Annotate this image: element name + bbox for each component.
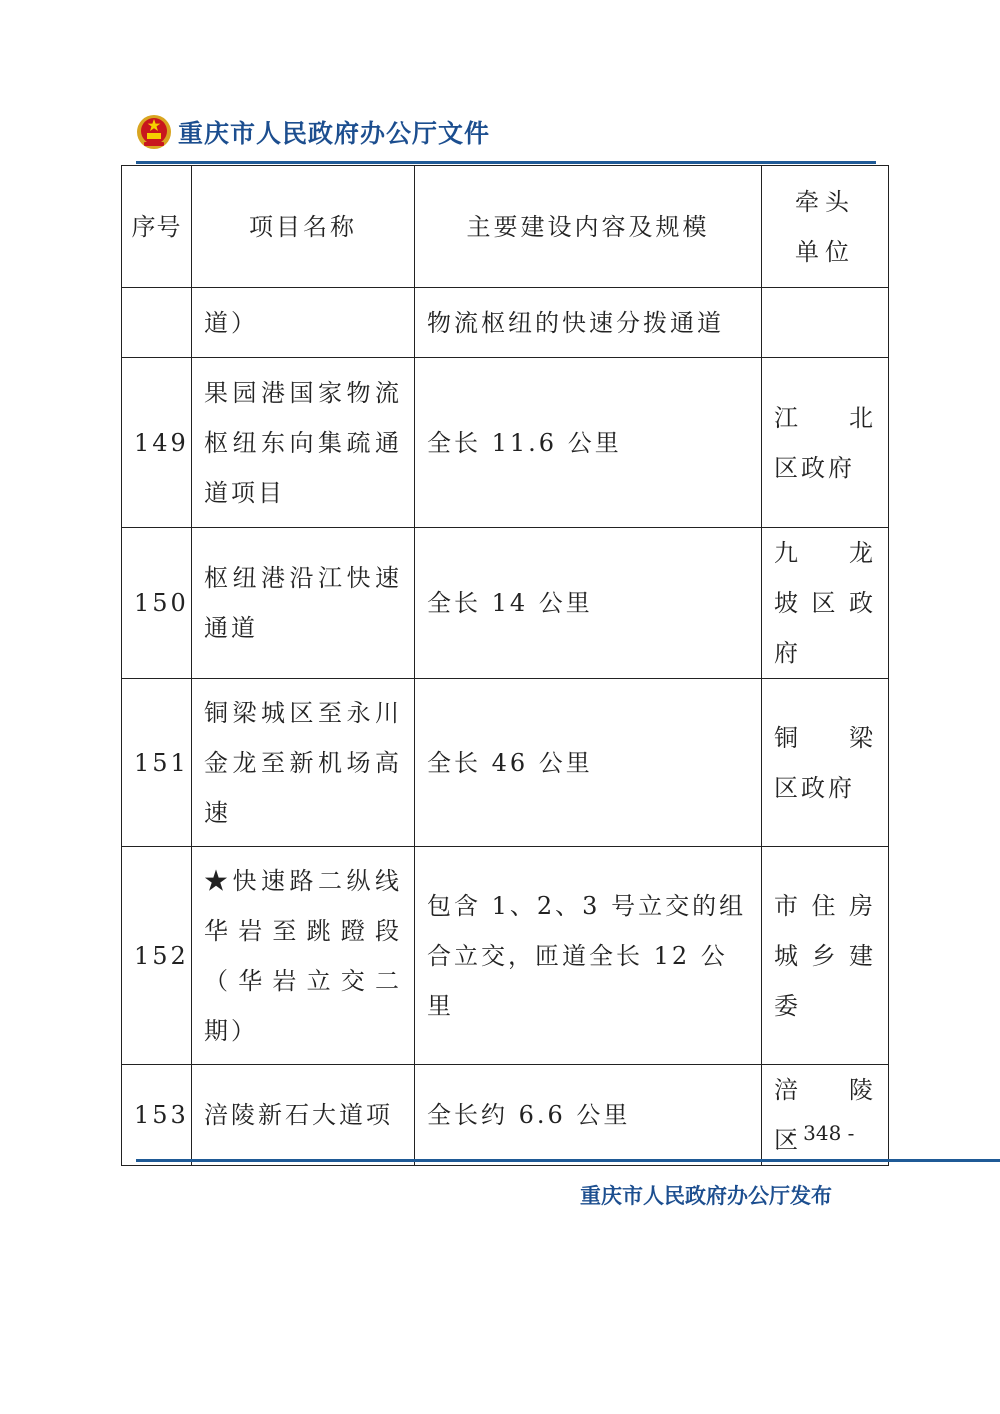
footer-divider [136, 1159, 1000, 1162]
column-header-project-name: 项目名称 [192, 166, 415, 288]
footer-publisher: 重庆市人民政府办公厅发布 [580, 1184, 832, 1208]
row-number: 151 [122, 679, 192, 847]
page-number: - 348 - [790, 1121, 855, 1145]
table-row [122, 679, 889, 847]
lead-unit: 市住房城乡建委 [762, 847, 889, 1065]
project-content: 包含 1、2、3 号立交的组合立交，匝道全长 12 公里 [415, 847, 762, 1065]
row-number: 149 [122, 358, 192, 528]
project-table [121, 165, 889, 1166]
lead-unit: 江 北 区政府 [762, 358, 889, 528]
lead-unit: 九 龙 坡区政府 [762, 528, 889, 679]
row-number: 150 [122, 528, 192, 679]
lead-unit: 铜 梁 区政府 [762, 679, 889, 847]
lead-unit [762, 288, 889, 358]
row-number [122, 288, 192, 358]
table-row [122, 288, 889, 358]
table-row [122, 358, 889, 528]
header-title: 重庆市人民政府办公厅文件 [178, 119, 491, 148]
row-number: 153 [122, 1065, 192, 1166]
project-name: 果园港国家物流枢纽东向集疏通道项目 [192, 358, 415, 528]
column-header-number: 序号 [122, 166, 192, 288]
project-content: 全长 46 公里 [415, 679, 762, 847]
table-row [122, 847, 889, 1065]
table-header-row [122, 166, 889, 288]
project-content: 全长 11.6 公里 [415, 358, 762, 528]
header-divider [136, 161, 876, 164]
column-header-content: 主要建设内容及规模 [415, 166, 762, 288]
lead-unit: 涪 陵 区 [762, 1065, 889, 1166]
project-name: 枢纽港沿江快速通道 [192, 528, 415, 679]
project-name: 道） [192, 288, 415, 358]
national-emblem-icon [136, 114, 172, 150]
project-name: ★快速路二纵线华岩至跳蹬段（华岩立交二期） [192, 847, 415, 1065]
project-content: 全长约 6.6 公里 [415, 1065, 762, 1166]
table-row [122, 528, 889, 679]
project-content: 全长 14 公里 [415, 528, 762, 679]
project-name: 铜梁城区至永川金龙至新机场高速 [192, 679, 415, 847]
row-number: 152 [122, 847, 192, 1065]
document-header [136, 112, 490, 152]
column-header-lead-unit: 牵头单位 [762, 166, 889, 288]
project-name: 涪陵新石大道项 [192, 1065, 415, 1166]
project-content: 物流枢纽的快速分拨通道 [415, 288, 762, 358]
table-row [122, 1065, 889, 1166]
